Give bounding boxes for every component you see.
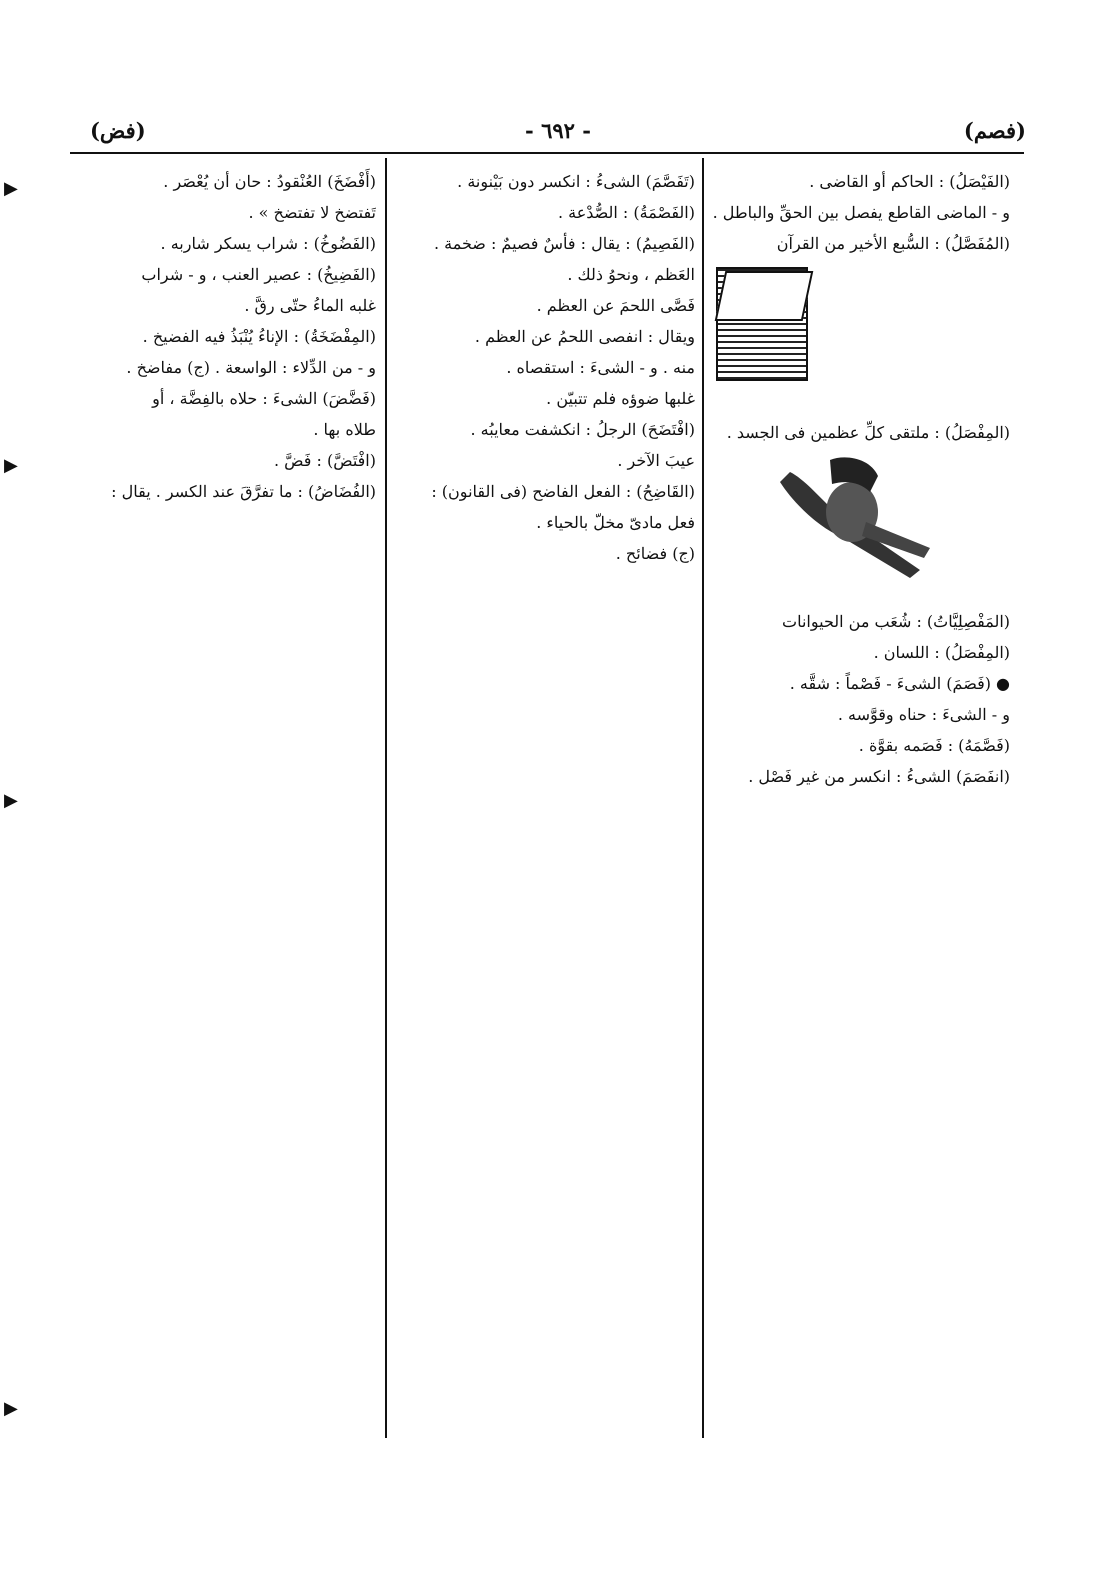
text-line: و - الشىءَ : حناه وقوَّسه . bbox=[837, 705, 1010, 724]
page-header bbox=[90, 118, 1026, 154]
header-left-keyword: (فض) bbox=[90, 118, 146, 143]
text-line: ويقال : انفصى اللحمُ عن العظم . bbox=[474, 327, 695, 346]
text-line: (الفَيْصَلُ) : الحاكم أو القاضى . bbox=[809, 172, 1010, 191]
text-line: (المَفْصِلِيَّاتُ) : شُعَب من الحيوانات bbox=[782, 612, 1010, 631]
text-line: (القَاضِحُ) : الفعل الفاضح (فى القانون) : bbox=[431, 482, 695, 501]
text-line: طلاه بها . bbox=[313, 420, 376, 439]
hinge-box-illustration bbox=[716, 267, 808, 381]
text-line: (أَفْضَخَ) العُنْقودُ : حان أن يُعْصَر . bbox=[163, 172, 376, 191]
illustration-hinge-figure bbox=[710, 263, 1010, 413]
text-line: منه . و - الشىءَ : استقصاه . bbox=[506, 358, 695, 377]
text-line: (الفَضُوخُ) : شراب يسكر شاربه . bbox=[160, 234, 376, 253]
text-line: ● (فَصَمَ) الشىءَ - فَصْماً : شقَّه . bbox=[789, 674, 1010, 693]
joint-illustration bbox=[770, 452, 940, 582]
column-divider-left bbox=[385, 158, 387, 1438]
text-line: (الفَصْمَةُ) : الصُّدْعة . bbox=[557, 203, 695, 222]
text-line: غلبه الماءُ حتّى رقَّ . bbox=[244, 296, 376, 315]
page-number: - ٦٩٢ - bbox=[525, 118, 591, 143]
text-line: عيبَ الآخر . bbox=[617, 451, 695, 470]
column-divider-right bbox=[702, 158, 704, 1438]
text-line: (الفَضِيخُ) : عصير العنب ، و - شراب bbox=[141, 265, 376, 284]
column-left bbox=[70, 166, 376, 1436]
margin-arrow-icon: ▶ bbox=[4, 790, 18, 811]
text-line: (افْتَضَحَ) الرجلُ : انكشفت معايبُه . bbox=[470, 420, 695, 439]
text-line: (فَصَّمَهُ) : فَصَمه بقوَّة . bbox=[858, 736, 1010, 755]
text-line: فعل مادىّ مخلّ بالحياء . bbox=[536, 513, 695, 532]
column-middle bbox=[393, 166, 695, 1436]
text-line: (المِفْصَلُ) : ملتقى كلِّ عظمين فى الجسد . bbox=[726, 423, 1010, 442]
margin-arrow-icon: ▶ bbox=[4, 455, 18, 476]
text-line: (الفُضَاضُ) : ما تفرَّقَ عند الكسر . يقال : bbox=[111, 482, 376, 501]
column-right bbox=[710, 166, 1010, 1436]
margin-arrow-icon: ▶ bbox=[4, 1398, 18, 1419]
text-line: فَصَّى اللحمَ عن العظم . bbox=[536, 296, 695, 315]
text-line: (انفَصَمَ) الشىءُ : انكسر من غير فَصْل . bbox=[748, 767, 1010, 786]
text-line: (المِفْصَلُ) : اللسان . bbox=[873, 643, 1010, 662]
text-line: (الفَصِيمُ) : يقال : فأسٌ فصيمٌ : ضخمة . bbox=[433, 234, 695, 253]
header-rule bbox=[70, 152, 1024, 154]
text-line: العَظم ، ونحوُ ذلك . bbox=[567, 265, 695, 284]
text-line: (المِفْضَخَةُ) : الإناءُ يُنْبَذُ فيه الفضيخ . bbox=[142, 327, 376, 346]
text-line: غلبها ضوؤه فلم تتبيّن . bbox=[546, 389, 695, 408]
text-line: تَفتضخ لا تفتضخ » . bbox=[248, 203, 376, 222]
text-line: (المُفَصَّلُ) : السُّبع الأخير من القرآن bbox=[776, 234, 1010, 253]
text-line: (تَفَصَّمَ) الشىءُ : انكسر دون بَيْنونة . bbox=[457, 172, 695, 191]
text-line: (افْتَضَّ) : فَضَّ . bbox=[274, 451, 376, 470]
illustration-joint-figure bbox=[710, 452, 1010, 602]
text-line: و - من الدِّلاء : الواسعة . (ج) مفاضخ . bbox=[126, 358, 376, 377]
header-right-keyword: (فصم) bbox=[963, 118, 1026, 143]
margin-arrow-icon: ▶ bbox=[4, 178, 18, 199]
text-line: و - الماضى القاطع يفصل بين الحقِّ والباطل . bbox=[712, 203, 1010, 222]
text-line: (فَضَّضَ) الشىءَ : حلاه بالفِضَّة ، أو bbox=[152, 389, 376, 408]
text-line: (ج) فضائح . bbox=[615, 544, 695, 563]
